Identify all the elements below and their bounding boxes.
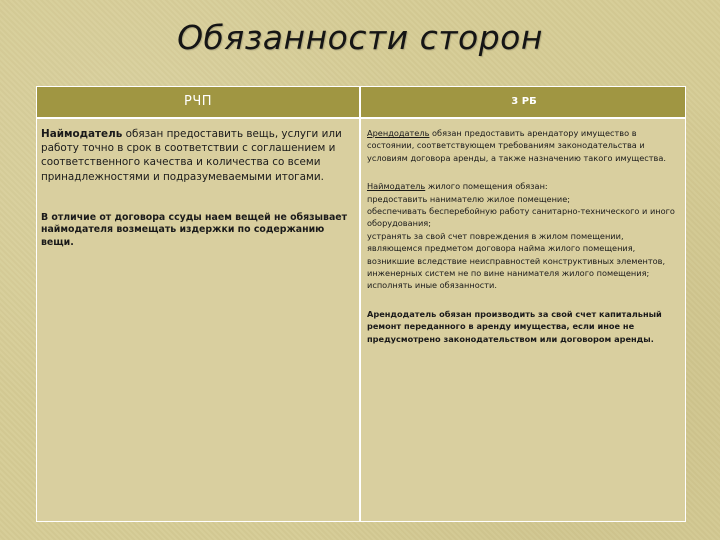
obligations-table bbox=[36, 86, 686, 522]
right-paragraph-lessor-text: обязан предоставить арендатору имущество в состоянии, соответствующем требованиям законодательства и условиям договора аренды, а также назначению такого имущества. bbox=[367, 128, 666, 163]
column-divider bbox=[359, 119, 361, 521]
term-housing-landlord: Наймодатель bbox=[367, 181, 426, 192]
list-item: обеспечивать бесперебойную работу санитарно-технического и иного оборудования; bbox=[367, 206, 675, 229]
housing-heading bbox=[367, 180, 681, 192]
term-landlord: Наймодатель bbox=[41, 128, 123, 140]
header-rchp: РЧП bbox=[183, 94, 213, 109]
left-paragraph-obligations bbox=[41, 127, 357, 184]
table-header-row bbox=[37, 87, 685, 119]
header-3rb: 3 РБ bbox=[511, 96, 537, 107]
list-item: исполнять иные обязанности. bbox=[367, 280, 497, 291]
left-column-cell bbox=[41, 127, 357, 250]
list-item: предоставить нанимателю жилое помещение; bbox=[367, 193, 571, 204]
term-lessor: Арендодатель bbox=[367, 128, 430, 138]
right-column-cell bbox=[367, 127, 681, 345]
right-paragraph-housing bbox=[367, 180, 681, 292]
slide-title: Обязанности сторон bbox=[177, 18, 543, 57]
left-paragraph-text: обязан предоставить вещь, услуги или работу точно в срок в соответствии с соглашением и соответственного качества и количества со всеми принадлежностями и подразумеваемыми итогами. bbox=[41, 128, 342, 183]
right-paragraph-repair: Арендодатель обязан производить за свой счет капитальный ремонт переданного в аренду имущества, если иное не предусмотрено законодательством или договором аренды. bbox=[367, 308, 662, 344]
right-paragraph-lessor bbox=[367, 127, 681, 164]
list-item: устранять за свой счет повреждения в жилом помещении, являющемся предметом договора найма жилого помещения, возникшие вследствие неисправностей конструктивных элементов, инженерных систем не по вине нанимателя жилого помещения; bbox=[367, 230, 666, 279]
left-paragraph-note: В отличие от договора ссуды наем вещей не обязывает наймодателя возмещать издержки по содержанию вещи. bbox=[41, 211, 348, 248]
housing-heading-text: жилого помещения обязан: bbox=[425, 181, 548, 192]
